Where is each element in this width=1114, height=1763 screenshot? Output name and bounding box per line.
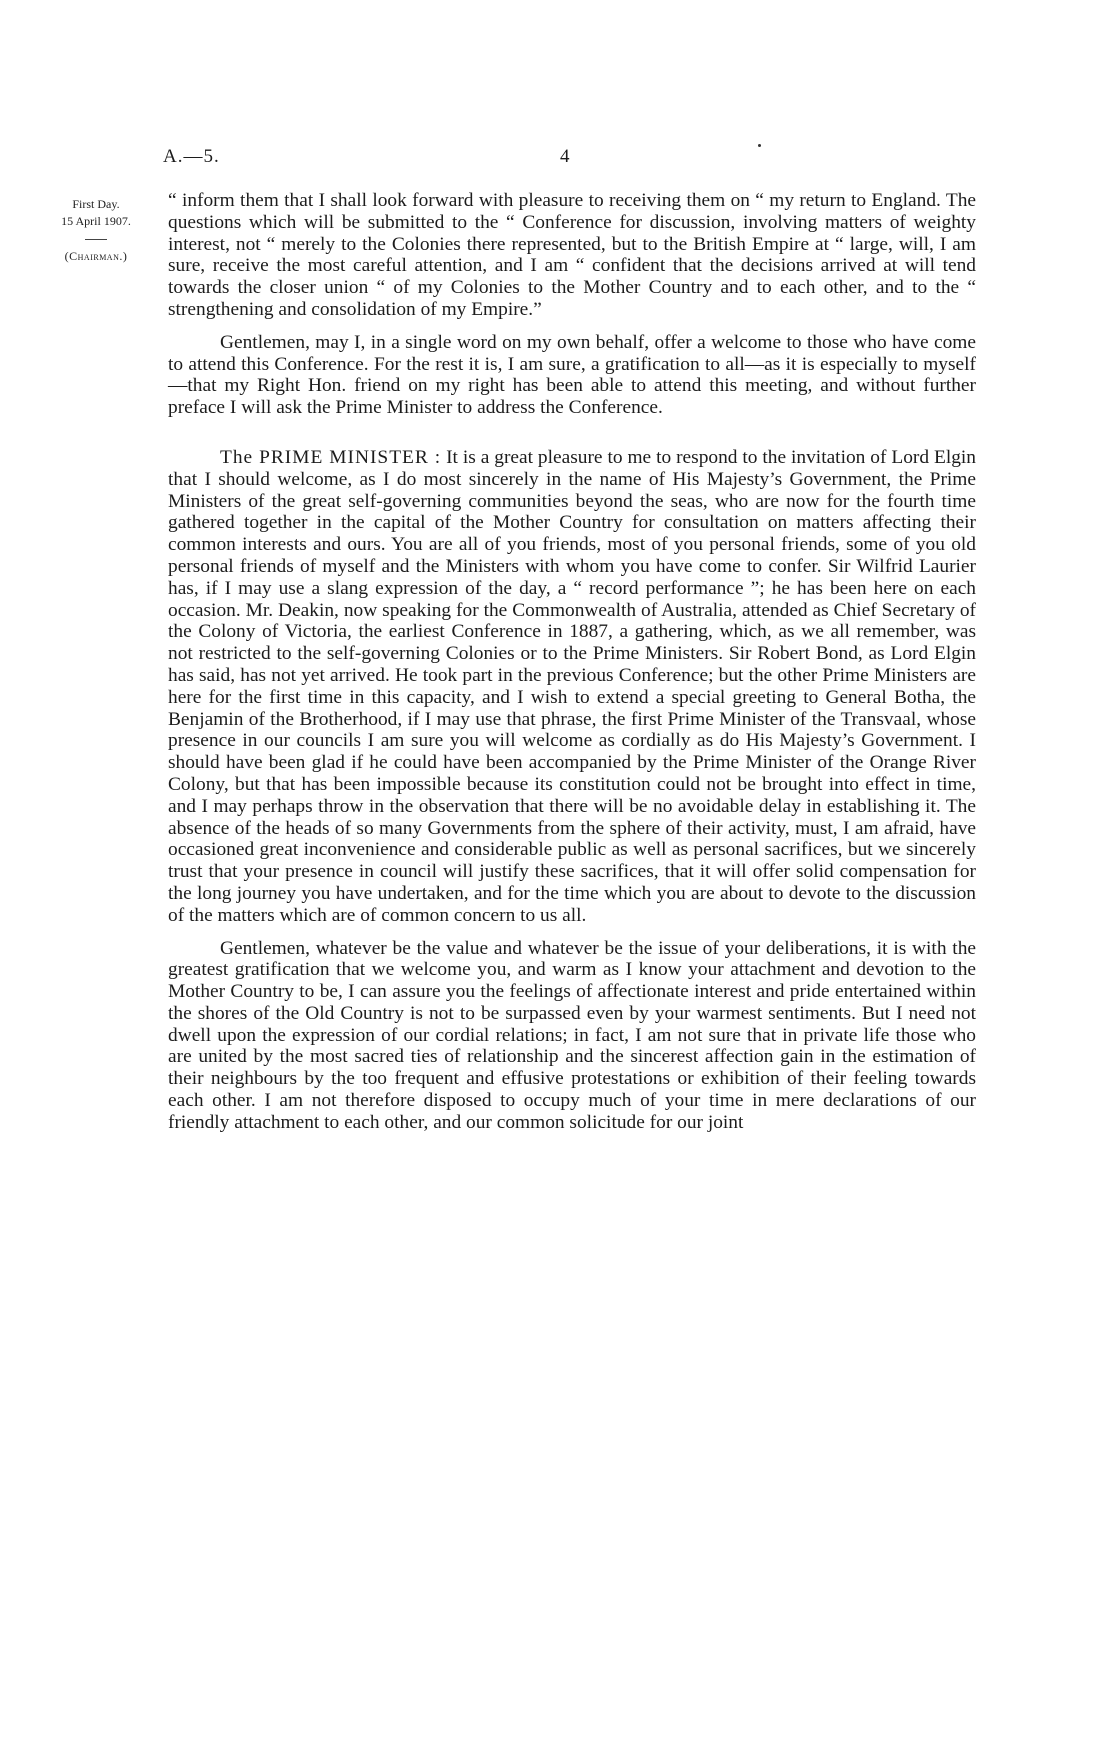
document-reference: A.—5.: [163, 146, 220, 167]
margin-speaker: (Chairman.): [64, 249, 128, 263]
margin-note: [36, 196, 156, 265]
margin-day: First Day.: [72, 197, 120, 211]
chairman-closing-paragraph: Gentlemen, may I, in a single word on my own behalf, offer a welcome to those who have come to attend this Conference. For the rest it is, I am sure, a gratification to all—as it is especially to myself—that my Right Hon. friend on my right has been able to attend this meeting, and without further preface I will ask the Prime Minister to address the Conference.: [168, 331, 976, 419]
prime-minister-text: It is a great pleasure to me to respond to the invitation of Lord Elgin that I should welcome, as I do most sincerely in the name of His Majesty’s Government, the Prime Ministers of the great self-governing communities beyond the seas, who are now for the fourth time gathered together in the capital of the Mother Country for consultation on matters affecting their common interests and ours. You are all of you friends, most of you personal friends, some of you old personal friends of myself and the Ministers with whom you have come to confer. Sir Wilfrid Laurier has, if I may use a slang expression of the day, a “ record performance ”; he has been here on each occasion. Mr. Deakin, now speaking for the Commonwealth of Australia, attended as Chief Secretary of the Colony of Victoria, the earliest Conference in 1887, a gathering, which, as we all remember, was not restricted to the self-governing Colonies or to the Prime Ministers. Sir Robert Bond, as Lord Elgin has said, has not yet arrived. He took part in the previous Conference; but the other Prime Ministers are here for the first time in this capacity, and I wish to extend a special greeting to General Botha, the Benjamin of the Brotherhood, if I may use that phrase, the first Prime Minister of the Transvaal, whose presence in our councils I am sure you will welcome as cordially as do His Majesty’s Government. I should have been glad if he could have been accompanied by the Prime Minister of the Orange River Colony, but that has been impossible because its constitution could not be brought into effect in time, and I may perhaps throw in the observation that there will be no avoidable delay in establishing it. The absence of the heads of so many Governments from the sphere of their activity, must, I am afraid, have occasioned great inconvenience and considerable public as well as personal sacrifices, but we sincerely trust that your presence in council will justify these sacrifices, that it will offer solid compensation for the long journey you have undertaken, and for the time which you are about to devote to the discussion of the matters which are of common concern to us all.: [168, 446, 976, 926]
margin-rule: [85, 239, 107, 240]
quote-paragraph: “ inform them that I shall look forward with pleasure to receiving them on “ my return to England. The questions which will be submitted to the “ Conference for discussion, involving matters of weighty interest, not “ merely to the Colonies there represented, but to the British Empire at “ large, will, I am sure, receive the most careful attention, and I am “ confident that the decisions arrived at will tend towards the closer union “ of my Colonies to the Mother Country and to each other, and to the “ strengthening and consolidation of my Empire.”: [168, 190, 976, 320]
gentlemen-paragraph: Gentlemen, whatever be the value and whatever be the issue of your deliberations, it is with the greatest gratification that we welcome you, and warm as I know your attachment and devotion to the Mother Country to be, I can assure you the feelings of affectionate interest and pride entertained within the shores of the Old Country is not to be surpassed even by your warmest sentiments. But I need not dwell upon the expression of our cordial relations; in fact, I am not sure that in private life those who are united by the most sacred ties of relationship and the sincerest affection gain in the estimation of their neighbours by the too frequent and effusive protestations or exhibition of their feeling towards each other. I am not therefore disposed to occupy much of your time in mere declarations of our friendly attachment to each other, and our common solicitude for our joint: [168, 937, 976, 1133]
kings-message-quote: [168, 190, 976, 321]
print-mark: [758, 144, 761, 147]
body-text: [168, 190, 976, 1134]
speaker-name: The PRIME MINISTER :: [220, 446, 442, 468]
page-number: 4: [560, 146, 570, 167]
margin-date: 15 April 1907.: [61, 214, 131, 228]
prime-minister-paragraph: [168, 447, 976, 927]
